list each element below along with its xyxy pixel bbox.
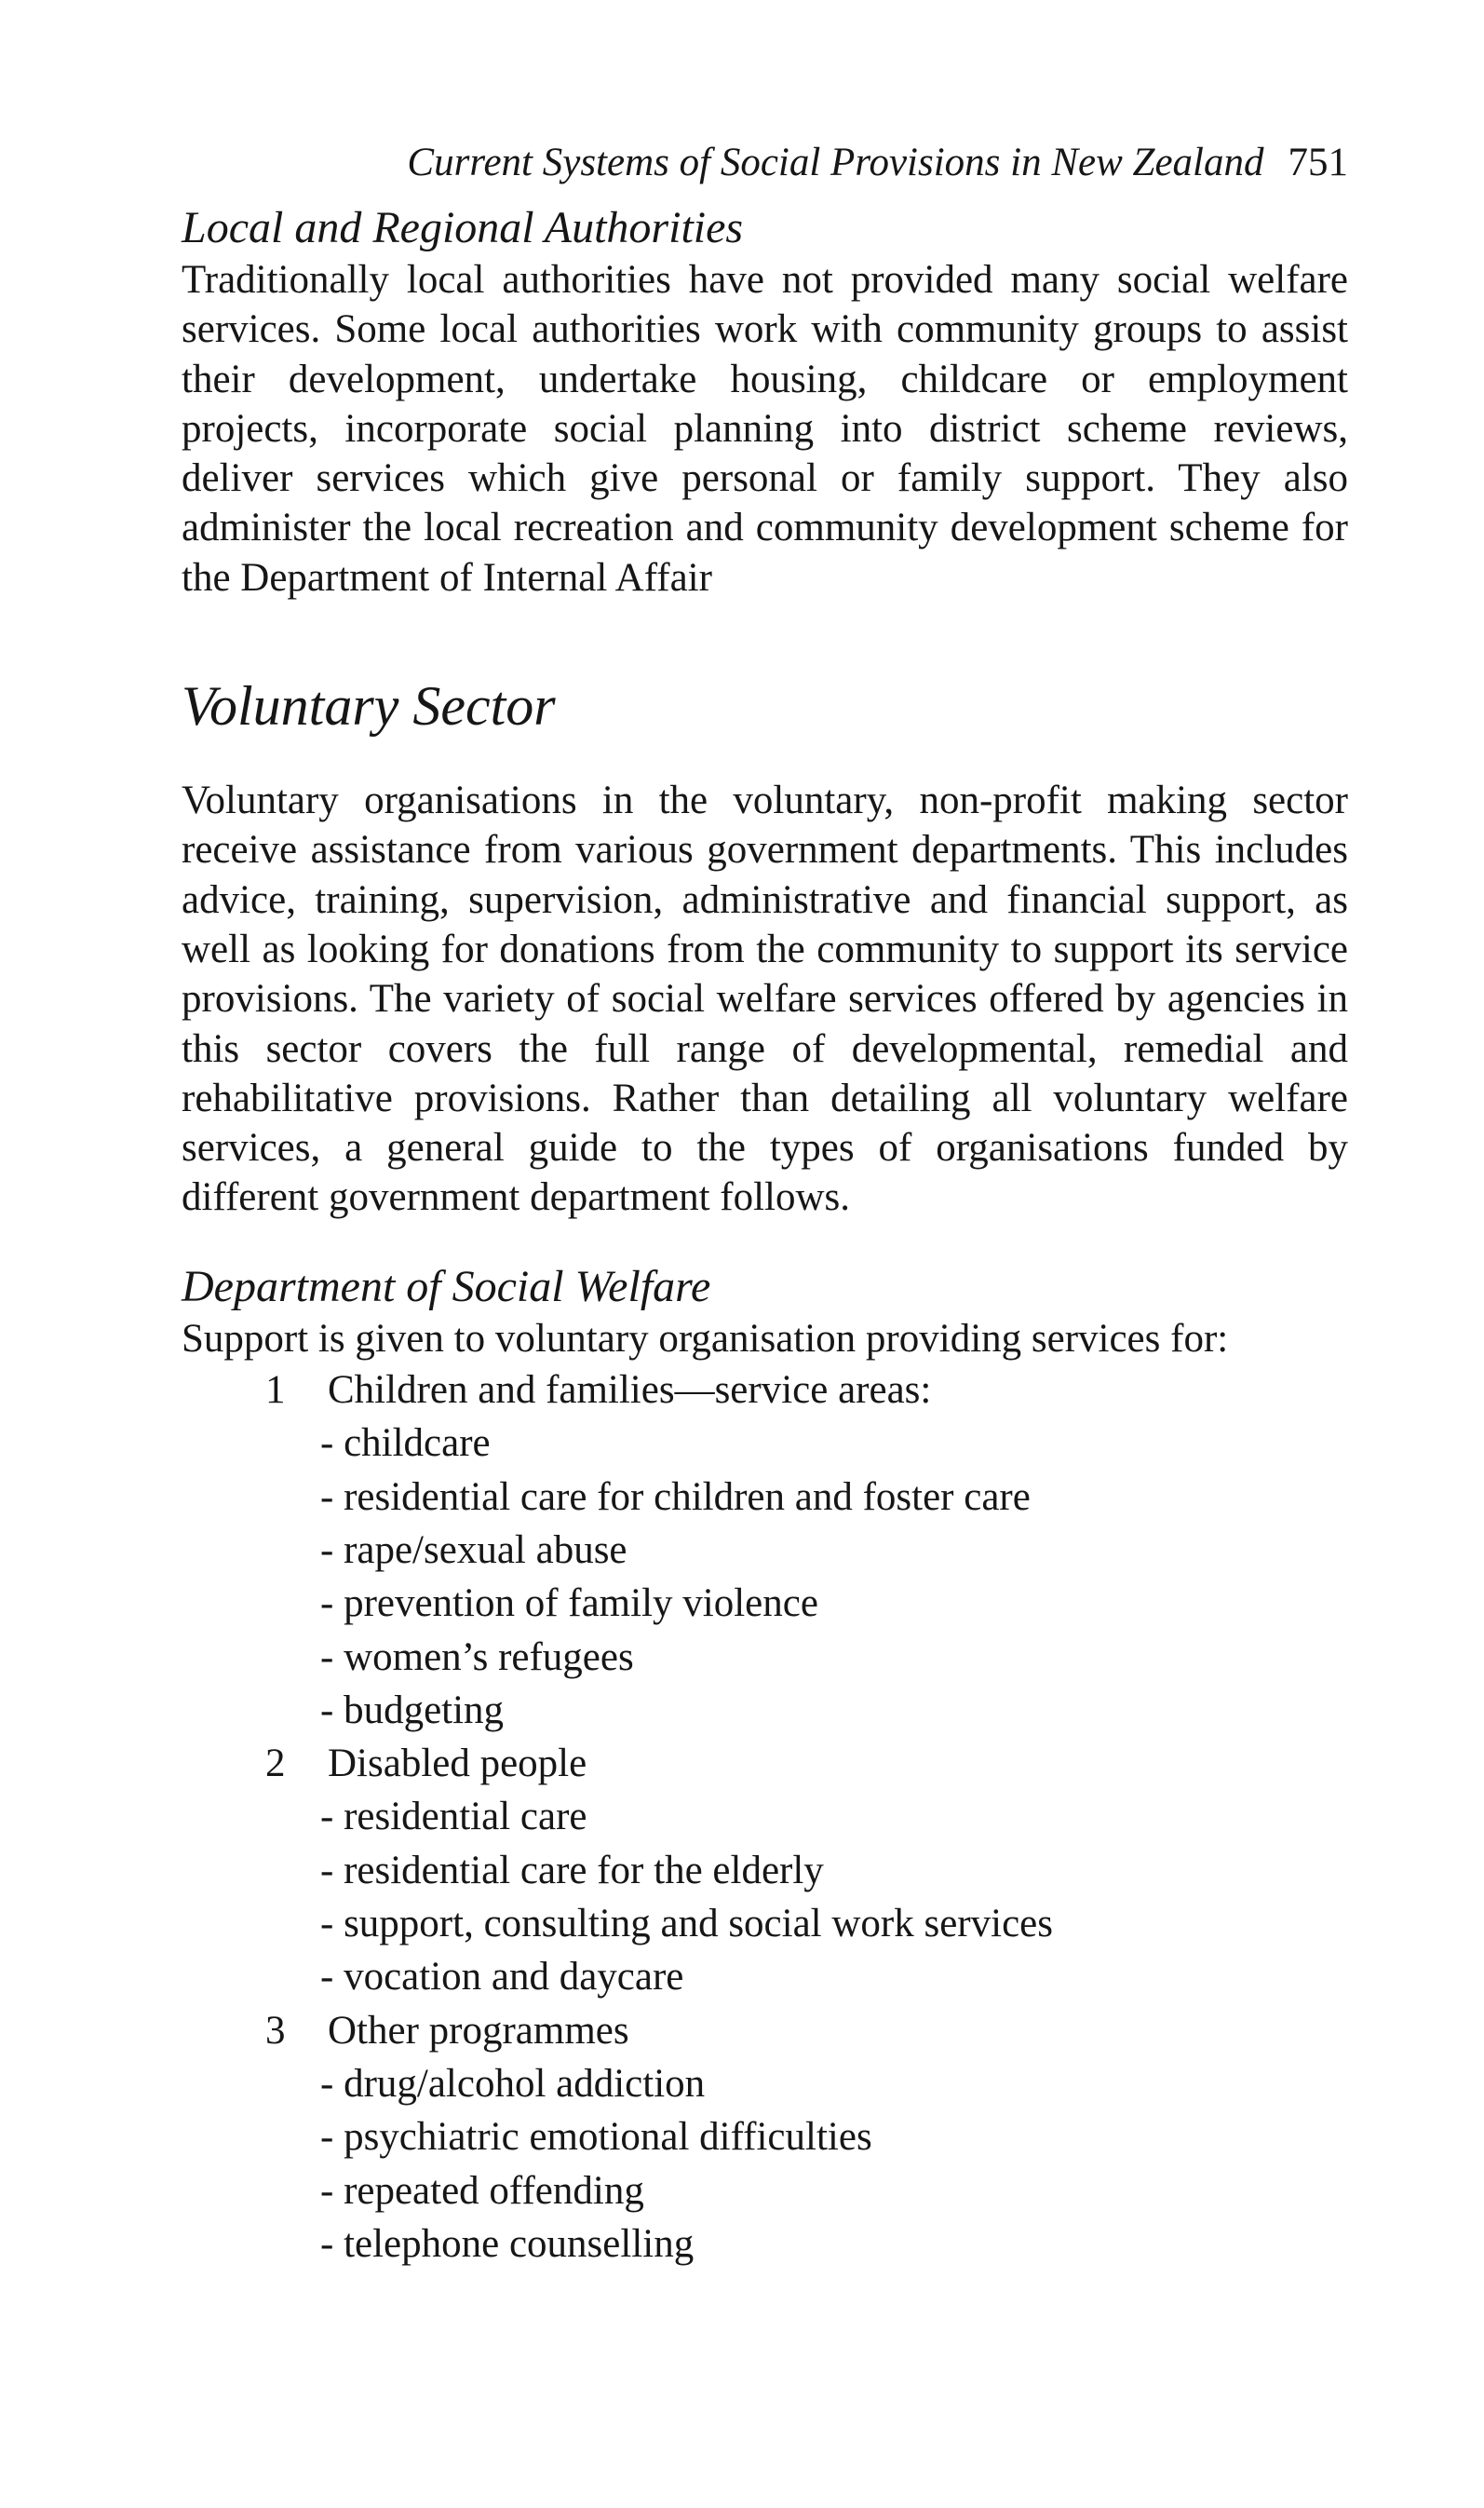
sub-item: - psychiatric emotional difficulties [320,2115,872,2160]
sub-item: - residential care [320,1795,587,1839]
sub-item: - prevention of family violence [320,1581,818,1626]
item-number: 3 [265,2008,286,2053]
service-list [182,1363,1348,2271]
local-authorities-heading: Local and Regional Authorities [182,203,744,252]
running-head [182,140,1348,186]
item-label: Disabled people [328,1742,587,1786]
sub-item: - women’s refugees [320,1634,634,1679]
item-label: Children and families—service areas: [328,1368,932,1413]
sub-item: - childcare [320,1421,491,1466]
voluntary-sector-paragraph: Voluntary organisations in the voluntary, non-profit making sector receive assistance from various government departments. This includes advice, training, supervision, administrative and financial support, as well as looking for donations from the community to support its service provisions. The variety of social welfare services offered by agencies in this sector covers the full range of developmental, remedial and rehabilitative provisions. Rather than detailing all voluntary welfare services, a general guide to the types of organisations funded by different government department follows. [182,779,1348,1220]
item-number: 2 [265,1742,286,1786]
sub-item: - vocation and daycare [320,1955,684,2000]
book-page [182,140,1348,2271]
list-item [182,2004,1348,2057]
sub-item: - drug/alcohol addiction [320,2061,706,2106]
item-label: Other programmes [328,2008,629,2053]
list-item [182,1363,1348,1417]
sub-item: - residential care for the elderly [320,1848,824,1892]
sub-item: - support, consulting and social work services [320,1902,1053,1946]
social-welfare-heading: Department of Social Welfare [182,1261,711,1311]
sub-item: - telephone counselling [320,2221,695,2266]
sub-item: - budgeting [320,1688,505,1732]
sub-item: - rape/sexual abuse [320,1527,627,1572]
list-item [182,1737,1348,1790]
social-welfare-intro: Support is given to voluntary organisation providing services for: [182,1316,1229,1361]
sub-item: - residential care for children and foster care [320,1474,1031,1519]
voluntary-sector-heading: Voluntary Sector [182,675,556,738]
running-head-title: Current Systems of Social Provisions in New Zealand [407,141,1264,184]
sub-item: - repeated offending [320,2168,644,2213]
local-authorities-paragraph: Traditionally local authorities have not provided many social welfare services. Some local authorities work with community groups to assist their development, undertake housing, childcare or employment projects, incorporate social planning into district scheme reviews, deliver services which give personal or family support. They also administer the local recreation and community development scheme for the Department of Internal Affair [182,258,1348,600]
page-number: 751 [1288,141,1348,184]
item-number: 1 [265,1368,286,1413]
